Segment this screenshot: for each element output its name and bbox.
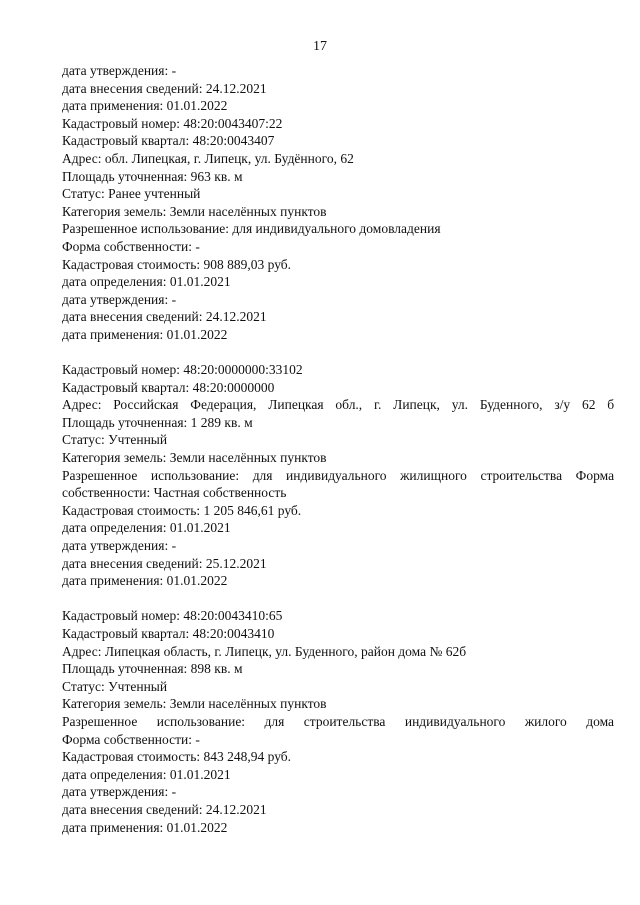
record3-cadastral-quarter: Кадастровый квартал: 48:20:0043410 xyxy=(62,626,275,641)
record1-address: Адрес: обл. Липецкая, г. Липецк, ул. Будённого, 62 xyxy=(62,150,354,166)
usage-word: индивидуального xyxy=(286,467,387,483)
usage-word: Разрешенное xyxy=(62,713,138,729)
document-body xyxy=(62,62,614,836)
record2-cost: Кадастровая стоимость: 1 205 846,61 руб. xyxy=(62,502,302,518)
usage-word: жилого xyxy=(524,713,567,729)
address-word: Липецк, xyxy=(393,397,440,413)
record2-category: Категория земель: Земли населённых пунктов xyxy=(62,450,327,466)
record1-status: Статус: Ранее учтенный xyxy=(62,186,201,202)
record2-date-determined: дата определения: 01.01.2021 xyxy=(62,520,231,536)
address-word: 62 xyxy=(581,397,596,413)
record2-date-entered: дата внесения сведений: 25.12.2021 xyxy=(62,555,267,571)
record2-ownership: собственности: Частная собственность xyxy=(62,485,287,501)
record2-address xyxy=(62,396,614,414)
record1-ownership: Форма собственности: - xyxy=(62,238,200,254)
record3-date-approved: дата утверждения: - xyxy=(62,784,177,800)
record2-cadastral-number: Кадастровый номер: 48:20:0000000:33102 xyxy=(62,362,303,378)
record1-date-applied: дата применения: 01.01.2022 xyxy=(62,326,228,342)
intro-date-applied: дата применения: 01.01.2022 xyxy=(62,98,228,114)
record1-cadastral-number: Кадастровый номер: 48:20:0043407:22 xyxy=(62,115,283,131)
record2-area: Площадь уточненная: 1 289 кв. м xyxy=(62,414,253,430)
record2-permitted-use xyxy=(62,467,614,485)
record3-address: Адрес: Липецкая область, г. Липецк, ул. Буденного, район дома № 62б xyxy=(62,643,467,659)
usage-word: жилищного xyxy=(400,467,467,483)
record1-date-entered: дата внесения сведений: 24.12.2021 xyxy=(62,309,267,325)
record3-date-entered: дата внесения сведений: 24.12.2021 xyxy=(62,801,267,817)
record3-date-applied: дата применения: 01.01.2022 xyxy=(62,819,228,835)
record2-status: Статус: Учтенный xyxy=(62,432,168,448)
usage-word: индивидуального xyxy=(404,713,506,729)
address-word: Липецкая xyxy=(268,397,324,413)
record3-date-determined: дата определения: 01.01.2021 xyxy=(62,766,231,782)
address-word: Адрес: xyxy=(62,397,102,413)
usage-word: Форма xyxy=(575,467,615,483)
intro-date-entered: дата внесения сведений: 24.12.2021 xyxy=(62,80,267,96)
record1-date-determined: дата определения: 01.01.2021 xyxy=(62,274,231,290)
usage-word: использование: xyxy=(156,713,246,729)
record-separator xyxy=(62,590,614,608)
record1-permitted-use: Разрешенное использование: для индивидуального домовладения xyxy=(62,221,441,237)
address-word: Буденного, xyxy=(479,397,543,413)
usage-word: строительства xyxy=(480,467,563,483)
usage-word: для xyxy=(252,467,273,483)
usage-word: использование: xyxy=(150,467,240,483)
record1-date-approved: дата утверждения: - xyxy=(62,291,177,307)
record2-date-applied: дата применения: 01.01.2022 xyxy=(62,573,228,589)
record2-cadastral-quarter: Кадастровый квартал: 48:20:0000000 xyxy=(62,379,275,395)
record1-cadastral-quarter: Кадастровый квартал: 48:20:0043407 xyxy=(62,133,275,149)
address-word: б xyxy=(607,397,615,413)
address-word: ул. xyxy=(451,397,469,413)
address-word: г. xyxy=(373,397,382,413)
address-word: з/у xyxy=(554,397,571,413)
usage-word: для xyxy=(264,713,285,729)
record1-area: Площадь уточненная: 963 кв. м xyxy=(62,168,243,184)
record3-category: Категория земель: Земли населённых пунктов xyxy=(62,696,327,712)
record3-ownership: Форма собственности: - xyxy=(62,731,200,747)
record3-area: Площадь уточненная: 898 кв. м xyxy=(62,661,243,677)
intro-date-approved: дата утверждения: - xyxy=(62,63,177,78)
usage-word: строительства xyxy=(303,713,386,729)
address-word: обл., xyxy=(335,397,363,413)
record3-permitted-use xyxy=(62,713,614,731)
address-word: Российская xyxy=(113,397,179,413)
page-number: 17 xyxy=(313,39,327,54)
record1-category: Категория земель: Земли населённых пунктов xyxy=(62,203,327,219)
usage-word: Разрешенное xyxy=(62,467,138,483)
usage-word: дома xyxy=(586,713,615,729)
record3-cadastral-number: Кадастровый номер: 48:20:0043410:65 xyxy=(62,608,283,624)
record3-cost: Кадастровая стоимость: 843 248,94 руб. xyxy=(62,749,292,765)
record-separator xyxy=(62,344,614,362)
record1-cost: Кадастровая стоимость: 908 889,03 руб. xyxy=(62,256,292,272)
record3-status: Статус: Учтенный xyxy=(62,678,168,694)
record2-date-approved: дата утверждения: - xyxy=(62,538,177,554)
address-word: Федерация, xyxy=(190,397,257,413)
